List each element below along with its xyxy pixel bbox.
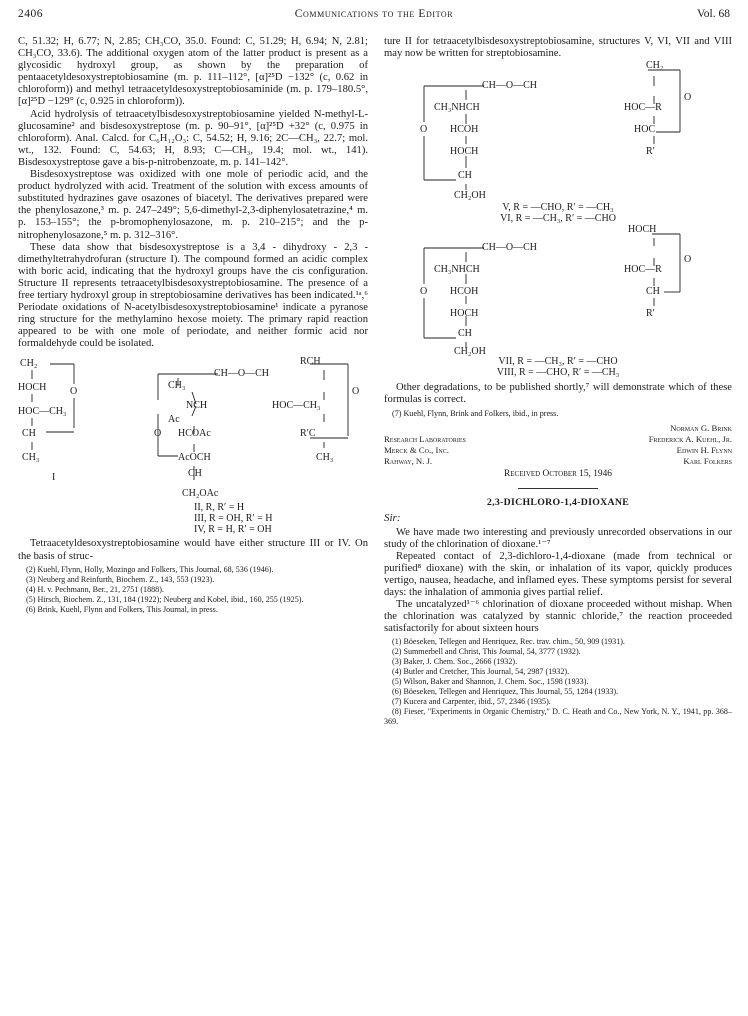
footnote: (1) Böeseken, Tellegen and Henriquez, Rec. trav. chim., 50, 909 (1931).: [392, 637, 625, 647]
chem-label: HOC—CH₃: [272, 400, 321, 412]
org-line: Rahway, N. J.: [384, 456, 433, 467]
chem-label: O: [420, 124, 428, 136]
chem-label: CH₂: [646, 60, 664, 72]
footnote: (4) H. v. Pechmann, Ber., 21, 2751 (1888).: [26, 584, 164, 594]
paragraph: The uncatalyzed¹⁻⁶ chlorination of dioxane proceeded without mishap. When the chlorination was catalyzed by stannic chloride,⁷ the reaction proceeded satisfactorily for about sixteen hours: [384, 599, 732, 635]
right-column: [384, 36, 732, 727]
footnote: (5) Hirsch, Biochem. Z., 131, 184 (1922); Neuberg and Kobel, ibid., 160, 255 (1925).: [26, 594, 304, 604]
chem-label: HOCH: [450, 308, 479, 320]
chem-label: CH₃: [22, 452, 40, 464]
chem-label: O: [684, 92, 692, 104]
paragraph: Bisdesoxystreptose was oxidized with one mole of periodic acid, and the product hydrolyzed with acid. Treatment of the solution with excess amounts of substituted hydrazines gave osazones of biacetyl. The derivatives prepared were the phenylosazone,³ m. p. 247–249°; 5,6-dimethyl-2,3-diphenylosatetrazine,⁴ m. p. 153–155°; the p-bromophenylosazone, m. p. 210–215°; and the p-nitrophenylosazone,⁵ m. p. 312–316°.: [18, 169, 368, 241]
footnote: (6) Brink, Kuehl, Flynn and Folkers, This Journal, in press.: [26, 604, 218, 614]
chem-label: O: [352, 386, 360, 398]
running-header: [18, 8, 730, 26]
footnotes-left: [18, 565, 368, 615]
chem-label: HOCH: [450, 146, 479, 158]
chem-label: RCH: [300, 356, 321, 368]
chem-label: CH: [646, 286, 660, 298]
structure-caption-vii-viii: [384, 356, 732, 378]
article-title: 2,3-DICHLORO-1,4-DIOXANE: [486, 497, 630, 509]
chem-label: CH: [188, 468, 202, 480]
structure-caption: II, R, R′ = H: [194, 502, 245, 514]
footnote-7: [384, 409, 732, 419]
author-name: Frederick A. Kuehl, Jr.: [648, 434, 732, 445]
chem-label: CH—O—CH: [482, 80, 538, 92]
footnote: (5) Wilson, Baker and Shannon, J. Chem. Soc., 1598 (1933).: [392, 677, 589, 687]
structure-caption: III, R = OH, R′ = H: [194, 513, 273, 525]
footnote: (4) Butler and Cretcher, This Journal, 54, 2987 (1932).: [392, 667, 570, 677]
chem-label: CH₂OH: [454, 346, 486, 358]
structure-bonds: [384, 224, 732, 356]
paragraph: ture II for tetraacetylbisdesoxystreptobiosamine, structures V, VI, VII and VIII may now be written for streptobiosamine.: [384, 36, 732, 60]
chem-label: R′: [646, 308, 655, 320]
chem-label: CH₃: [168, 380, 186, 392]
author-name: Karl Folkers: [683, 456, 732, 467]
structure-caption: VII, R = —CH₃, R′ = —CHO: [498, 356, 618, 368]
volume-label: Vol. 68: [696, 8, 730, 20]
chem-label: Ac: [168, 414, 180, 426]
chem-label: CH: [458, 328, 472, 340]
divider: [518, 488, 598, 489]
org-line: Merck & Co., Inc.: [384, 445, 449, 456]
left-column: [18, 36, 368, 615]
signature-block: [384, 423, 732, 480]
chem-label: HCOAc: [178, 428, 211, 440]
chem-label: HCOH: [450, 286, 479, 298]
chem-label: CH: [458, 170, 472, 182]
chem-label: CH₃NHCH: [434, 102, 480, 114]
chem-label: CH—O—CH: [214, 368, 270, 380]
chem-label: CH: [22, 428, 36, 440]
chem-label: O: [420, 286, 428, 298]
chem-label: AcOCH: [178, 452, 211, 464]
chem-label: O: [154, 428, 162, 440]
salutation: Sir:: [384, 512, 401, 525]
footnotes-right: [384, 637, 732, 727]
footnote: (2) Summerbell and Christ, This Journal, 54, 3777 (1932).: [392, 647, 581, 657]
chem-label: HOC—CH₃: [18, 406, 67, 418]
structure-caption: IV, R = H, R′ = OH: [194, 524, 272, 536]
paragraph: C, 51.32; H, 6.77; N, 2.85; CH₃CO, 35.0. Found: C, 51.29; H, 6.94; N, 2.81; CH₃CO, 33.6). The additional oxygen atom of the latter product is present as a glycosidic hydroxyl group, as shown by the preparation of pentaacetyldesoxystreptobiosamine (m. p. 111–112°, [α]²⁵D −132° (c, 0.62 in chloroform)) and methyl tetraacetyldesoxystreptobiosaminide (m. p. 179–180.5°, [α]²⁵D −129° (c, 0.925 in chloroform)).: [18, 36, 368, 108]
author-name: Norman G. Brink: [670, 423, 732, 434]
paragraph: Other degradations, to be published shortly,⁷ will demonstrate which of these formulas is correct.: [384, 382, 732, 406]
chem-label: CH₂OH: [454, 190, 486, 202]
chem-label: CH₃NHCH: [434, 264, 480, 276]
structure-figure-i-ii: [18, 356, 368, 536]
chem-label: NCH: [186, 400, 208, 412]
footnote: (8) Fieser, "Experiments in Organic Chemistry," D. C. Heath and Co., New York, N. Y., 1941, pp. 368–369.: [384, 707, 732, 727]
page-number: 2406: [18, 8, 43, 20]
received-date: Received October 15, 1946: [504, 469, 612, 480]
chem-label: HOCH: [18, 382, 47, 394]
structure-bonds: [18, 356, 368, 536]
footnote: (3) Baker, J. Chem. Soc., 2666 (1932).: [392, 657, 518, 667]
chem-label: HOC—R: [624, 102, 662, 114]
footnote: (6) Böeseken, Tellegen and Henriquez, This Journal, 55, 1284 (1933).: [392, 687, 619, 697]
chem-label: HCOH: [450, 124, 479, 136]
chem-label: HOC—R: [624, 264, 662, 276]
chem-label: CH₂: [20, 358, 38, 370]
chem-label: R′C: [300, 428, 316, 440]
author-name: Edwin H. Flynn: [676, 445, 732, 456]
structure-figure-v-vi: [384, 60, 732, 200]
chem-label: CH₂OAc: [182, 488, 219, 500]
chem-label: CH—O—CH: [482, 242, 538, 254]
chem-label: R′: [646, 146, 655, 158]
structure-figure-vii-viii: [384, 224, 732, 356]
structure-caption: VIII, R = —CHO, R′ = —CH₃: [496, 367, 620, 379]
footnote: (7) Kuehl, Flynn, Brink and Folkers, ibid., in press.: [392, 409, 559, 419]
structure-number: I: [52, 472, 56, 484]
chem-label: HOC: [634, 124, 656, 136]
footnote: (7) Kucera and Carpenter, ibid., 57, 2346 (1935).: [392, 697, 551, 707]
footnote: (3) Neuberg and Reinfurth, Biochem. Z., 143, 553 (1923).: [26, 574, 215, 584]
paragraph: Acid hydrolysis of tetraacetylbisdesoxystreptobiosamine yielded N-methyl-L-glucosamine² and bisdesoxystreptose (m. p. 90–91°, [α]²⁵D +32° (c, 0.975 in chloroform). Anal. Calcd. for C₆H₁₂O₃: C, 54.52; H, 9.16; 2C—CH₃, 22.7; mol. wt., 132. Found: C, 54.63; H, 8.93; C—CH₃, 19.4; mol. wt., 141). Bisdesoxystreptose gave a bis-p-nitrobenzoate, m. p. 141–142°.: [18, 108, 368, 168]
running-title: Communications to the Editor: [294, 8, 454, 20]
paragraph: Repeated contact of 2,3-dichloro-1,4-dioxane (made from technical or purified⁸ dioxane) with the skin, or inhalation of its vapor, quickly produces vertigo, nausea, headache, and inflamed eyes. These symptoms persist for several days: the inhalation of ammonia gives partial relief.: [384, 550, 732, 599]
org-line: Research Laboratories: [384, 434, 466, 445]
paragraph: Tetraacetyldesoxystreptobiosamine would have either structure III or IV. On the basis of struc-: [18, 538, 368, 562]
chem-label: O: [70, 386, 78, 398]
structure-caption-v-vi: [384, 202, 732, 224]
structure-caption: VI, R = —CH₃, R′ = —CHO: [500, 213, 616, 225]
chem-label: O: [684, 254, 692, 266]
structure-bonds: [384, 60, 732, 200]
chem-label: CH₃: [316, 452, 334, 464]
structure-caption: V, R = —CHO, R′ = —CH₃: [502, 202, 614, 214]
paragraph: These data show that bisdesoxystreptose is a 3,4 - dihydroxy - 2,3 - dimethyltetrahydrofuran (structure I). The compound formed an acidic complex with boric acid, indicating that the hydroxyl groups have the cis configuration. Structure II represents tetraacetylbisdesoxystreptobiosamine. The presence of a free tertiary hydroxyl group in streptobiosamine derivatives has been indicated.¹ᵃ,⁶ Periodate oxidations of N-acetylbisdesoxystreptobiosamine¹ indicate a pyranose ring structure for the methylamino hexose moiety. The primary rapid reaction appeared to be with one mole of periodate, and neither formic acid nor formaldehyde could be isolated.: [18, 241, 368, 350]
chem-label: HOCH: [628, 224, 657, 236]
footnote: (2) Kuehl, Flynn, Holly, Mozingo and Folkers, This Journal, 68, 536 (1946).: [26, 564, 274, 574]
paragraph: We have made two interesting and previously unrecorded observations in our study of the chlorination of dioxane.¹⁻⁷: [384, 526, 732, 550]
